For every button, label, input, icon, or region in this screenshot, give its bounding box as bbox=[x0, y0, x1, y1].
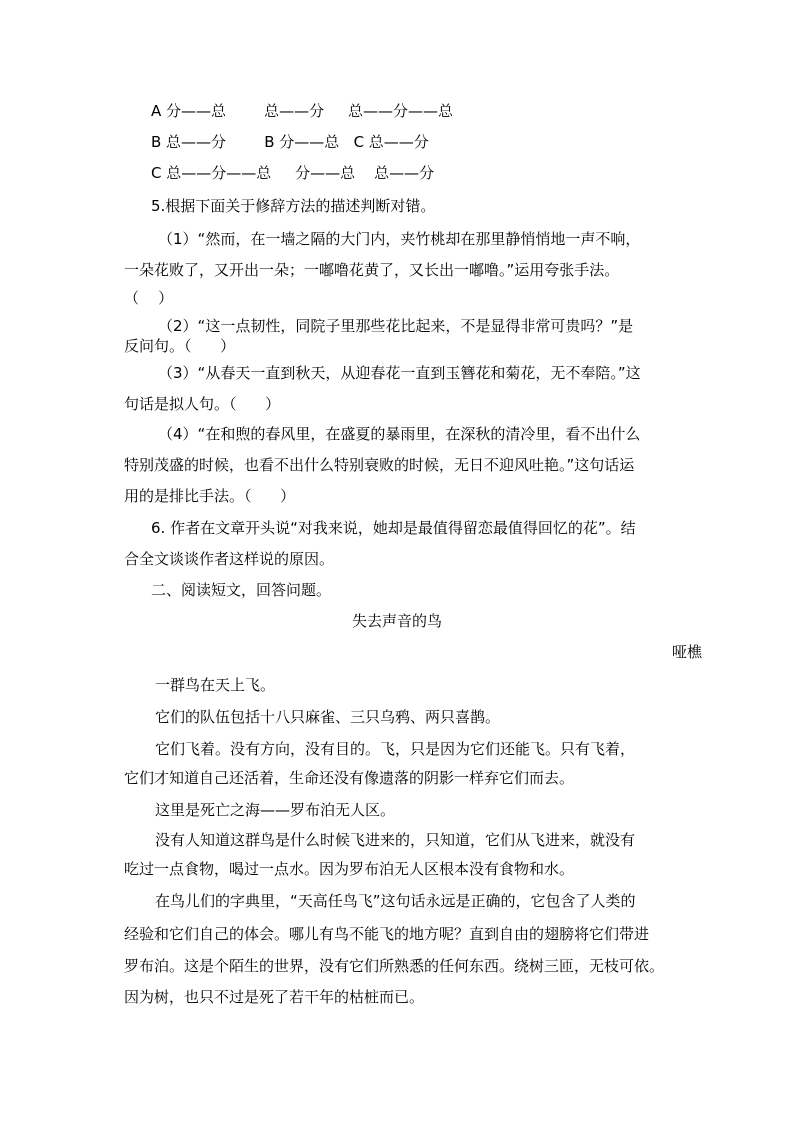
q5-item1-line2: 一朵花败了，又开出一朵；一嘟噜花黄了，又长出一嘟噜。”运用夸张手法。 bbox=[124, 261, 620, 279]
paragraph-6-line3: 罗布泊。这是个陌生的世界，没有它们所熟悉的任何东西。绕树三匝，无枝可依。 bbox=[124, 957, 665, 975]
question-6-line1: 6. 作者在文章开头说“对我来说，她却是最值得留恋最值得回忆的花”。结 bbox=[151, 519, 636, 537]
q5-item4-line3: 用的是排比手法。（ ） bbox=[124, 487, 296, 505]
q5-item4-line2: 特别茂盛的时候，也看不出什么特别衰败的时候，无日不迎风吐艳。”这句话运 bbox=[124, 456, 635, 474]
passage-author: 哑樵 bbox=[671, 643, 702, 661]
paragraph-5-line1: 没有人知道这群鸟是什么时候飞进来的，只知道，它们从飞进来，就没有 bbox=[155, 831, 636, 849]
paragraph-3-line2: 它们才知道自己还活着，生命还没有像遗落的阴影一样弃它们而去。 bbox=[124, 769, 575, 787]
paragraph-5-line2: 吃过一点食物，喝过一点水。因为罗布泊无人区根本没有食物和水。 bbox=[124, 860, 575, 878]
option-line-c: C 总——分——总 分——总 总——分 bbox=[151, 164, 435, 182]
q5-item1-answer-blank: （ ） bbox=[124, 289, 174, 307]
paragraph-1: 一群鸟在天上飞。 bbox=[155, 676, 276, 694]
q5-item3-line1: （3）“从春天一直到秋天，从迎春花一直到玉簪花和菊花，无不奉陪。”这 bbox=[158, 364, 641, 382]
question-6-line2: 合全文谈谈作者这样说的原因。 bbox=[124, 550, 335, 568]
q5-item1-line1: （1）“然而，在一墙之隔的大门内，夹竹桃却在那里静悄悄地一声不响， bbox=[158, 230, 641, 248]
paragraph-4: 这里是死亡之海——罗布泊无人区。 bbox=[155, 801, 396, 819]
paragraph-3-line1: 它们飞着。没有方向，没有目的。飞，只是因为它们还能飞。只有飞着， bbox=[155, 740, 636, 758]
paragraph-6-line1: 在鸟儿们的字典里，“天高任鸟飞”这句话永远是正确的，它包含了人类的 bbox=[155, 892, 636, 910]
passage-title: 失去声音的鸟 bbox=[351, 612, 442, 630]
q5-item4-line1: （4）“在和煦的春风里，在盛夏的暴雨里，在深秋的清冷里，看不出什么 bbox=[158, 425, 641, 443]
question-5-title: 5.根据下面关于修辞方法的描述判断对错。 bbox=[151, 197, 436, 215]
q5-item3-line2: 句话是拟人句。（ ） bbox=[124, 395, 281, 413]
option-line-b: B 总——分 B 分——总 C 总——分 bbox=[151, 133, 429, 151]
q5-item2-line2: 反问句。（ ） bbox=[124, 337, 236, 355]
section-heading: 二、阅读短文，回答问题。 bbox=[151, 581, 332, 599]
paragraph-2: 它们的队伍包括十八只麻雀、三只乌鸦、两只喜鹊。 bbox=[155, 708, 501, 726]
option-line-a: A 分——总 总——分 总——分——总 bbox=[151, 102, 454, 120]
paragraph-6-line2: 经验和它们自己的体会。哪儿有鸟不能飞的地方呢？直到自由的翅膀将它们带进 bbox=[124, 925, 650, 943]
q5-item2-line1: （2）“这一点韧性，同院子里那些花比起来，不是显得非常可贵吗？”是 bbox=[158, 317, 634, 335]
paragraph-6-line4: 因为树，也只不过是死了若干年的枯桩而已。 bbox=[124, 988, 425, 1006]
